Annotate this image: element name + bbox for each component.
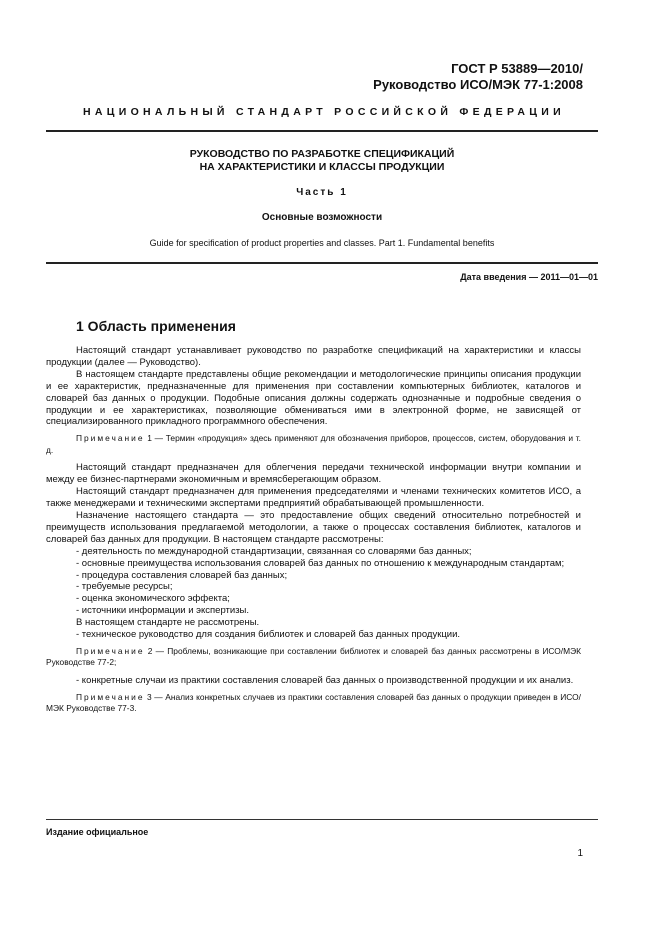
title-line-2: НА ХАРАКТЕРИСТИКИ И КЛАССЫ ПРОДУКЦИИ <box>199 161 445 173</box>
footer-rule <box>46 819 598 820</box>
list-item: - техническое руководство для создания библиотек и словарей баз данных продукции. <box>76 629 461 641</box>
list-item: - деятельность по международной стандартизации, связанная со словарями баз данных; <box>76 545 472 557</box>
document-title <box>46 148 598 174</box>
top-rule <box>46 130 598 132</box>
part-label: Часть 1 <box>296 187 348 198</box>
list-item: - требуемые ресурсы; <box>76 581 173 593</box>
note-3 <box>46 692 581 715</box>
note-text: 3 — Анализ конкретных случаев из практики составления словарей баз данных о продукции приведен в ИСО/МЭК Руководстве 77-3. <box>46 691 581 714</box>
paragraph: В настоящем стандарте представлены общие рекомендации и методологические принципы описания продукции и ее характеристик, предназначенные для применения при составлении компьютерных библиотек, каталогов и словарей баз данных о продукции. Подобные описания должны содержать однозначные и подробные сведения о продукции и ее характеристиках, позволяющие обмениваться ими в электронной форме, не зависящей от специализированного прикладного программного обеспечения. <box>46 368 581 428</box>
paragraph: Назначение настоящего стандарта — это предоставление общих сведений относительно потребностей и преимуществ использования предлагаемой методологии, а также о процессах составления библиотек, каталогов и словарей баз данных для продукции. В настоящем стандарте рассмотрены: <box>46 509 581 545</box>
section-body <box>46 345 581 721</box>
page-number: 1 <box>577 848 583 859</box>
paragraph: Настоящий стандарт предназначен для облегчения передачи технической информации внутри компании и между ее бизнес-партнерами экономичным и времясберегающим образом. <box>46 462 581 486</box>
title-line-1: РУКОВОДСТВО ПО РАЗРАБОТКЕ СПЕЦИФИКАЦИЙ <box>189 148 455 160</box>
note-label: Примечание <box>76 433 145 444</box>
list-item: - процедура составления словарей баз данных; <box>76 569 288 581</box>
paragraph: Настоящий стандарт предназначен для применения председателями и членами технических комитетов ИСО, а также менеджерами и техническими экспертами предприятий обрабатывающей промышленности. <box>46 486 581 510</box>
english-title: Guide for specification of product properties and classes. Part 1. Fundamental benefits <box>149 238 495 248</box>
section-heading: 1 Область применения <box>76 318 236 334</box>
middle-rule <box>46 262 598 264</box>
note-2 <box>46 646 581 669</box>
part-subtitle: Основные возможности <box>261 212 383 223</box>
note-1 <box>46 433 581 456</box>
document-code <box>373 61 583 93</box>
paragraph: Настоящий стандарт устанавливает руководство по разработке спецификаций на характеристики и классы продукции (далее — Руководство). <box>46 345 581 368</box>
note-text: 1 — Термин «продукция» здесь применяют для обозначения приборов, процессов, систем, оборудования и т. д. <box>46 433 581 455</box>
official-edition: Издание официальное <box>46 827 149 837</box>
paragraph: В настоящем стандарте не рассмотрены. <box>76 617 260 629</box>
guide-number: Руководство ИСО/МЭК 77-1:2008 <box>373 77 583 92</box>
list-item: - источники информации и экспертизы. <box>76 605 250 617</box>
list-item: - оценка экономического эффекта; <box>76 593 230 605</box>
gost-number: ГОСТ Р 53889—2010/ <box>451 61 583 76</box>
list-item: - основные преимущества использования словарей баз данных по отношению к международным стандартам; <box>76 557 565 569</box>
note-label: Примечание <box>76 645 145 656</box>
note-text: 2 — Проблемы, возникающие при составлении библиотек и словарей баз данных рассмотрены в ИСО/МЭК Руководстве 77-2; <box>46 645 581 668</box>
list-item: - конкретные случаи из практики составления словарей баз данных о производственной продукции и их анализ. <box>76 674 574 686</box>
national-standard-heading: НАЦИОНАЛЬНЫЙ СТАНДАРТ РОССИЙСКОЙ ФЕДЕРАЦИИ <box>83 106 565 118</box>
note-label: Примечание <box>76 691 145 702</box>
introduction-date: Дата введения — 2011—01—01 <box>460 272 598 282</box>
